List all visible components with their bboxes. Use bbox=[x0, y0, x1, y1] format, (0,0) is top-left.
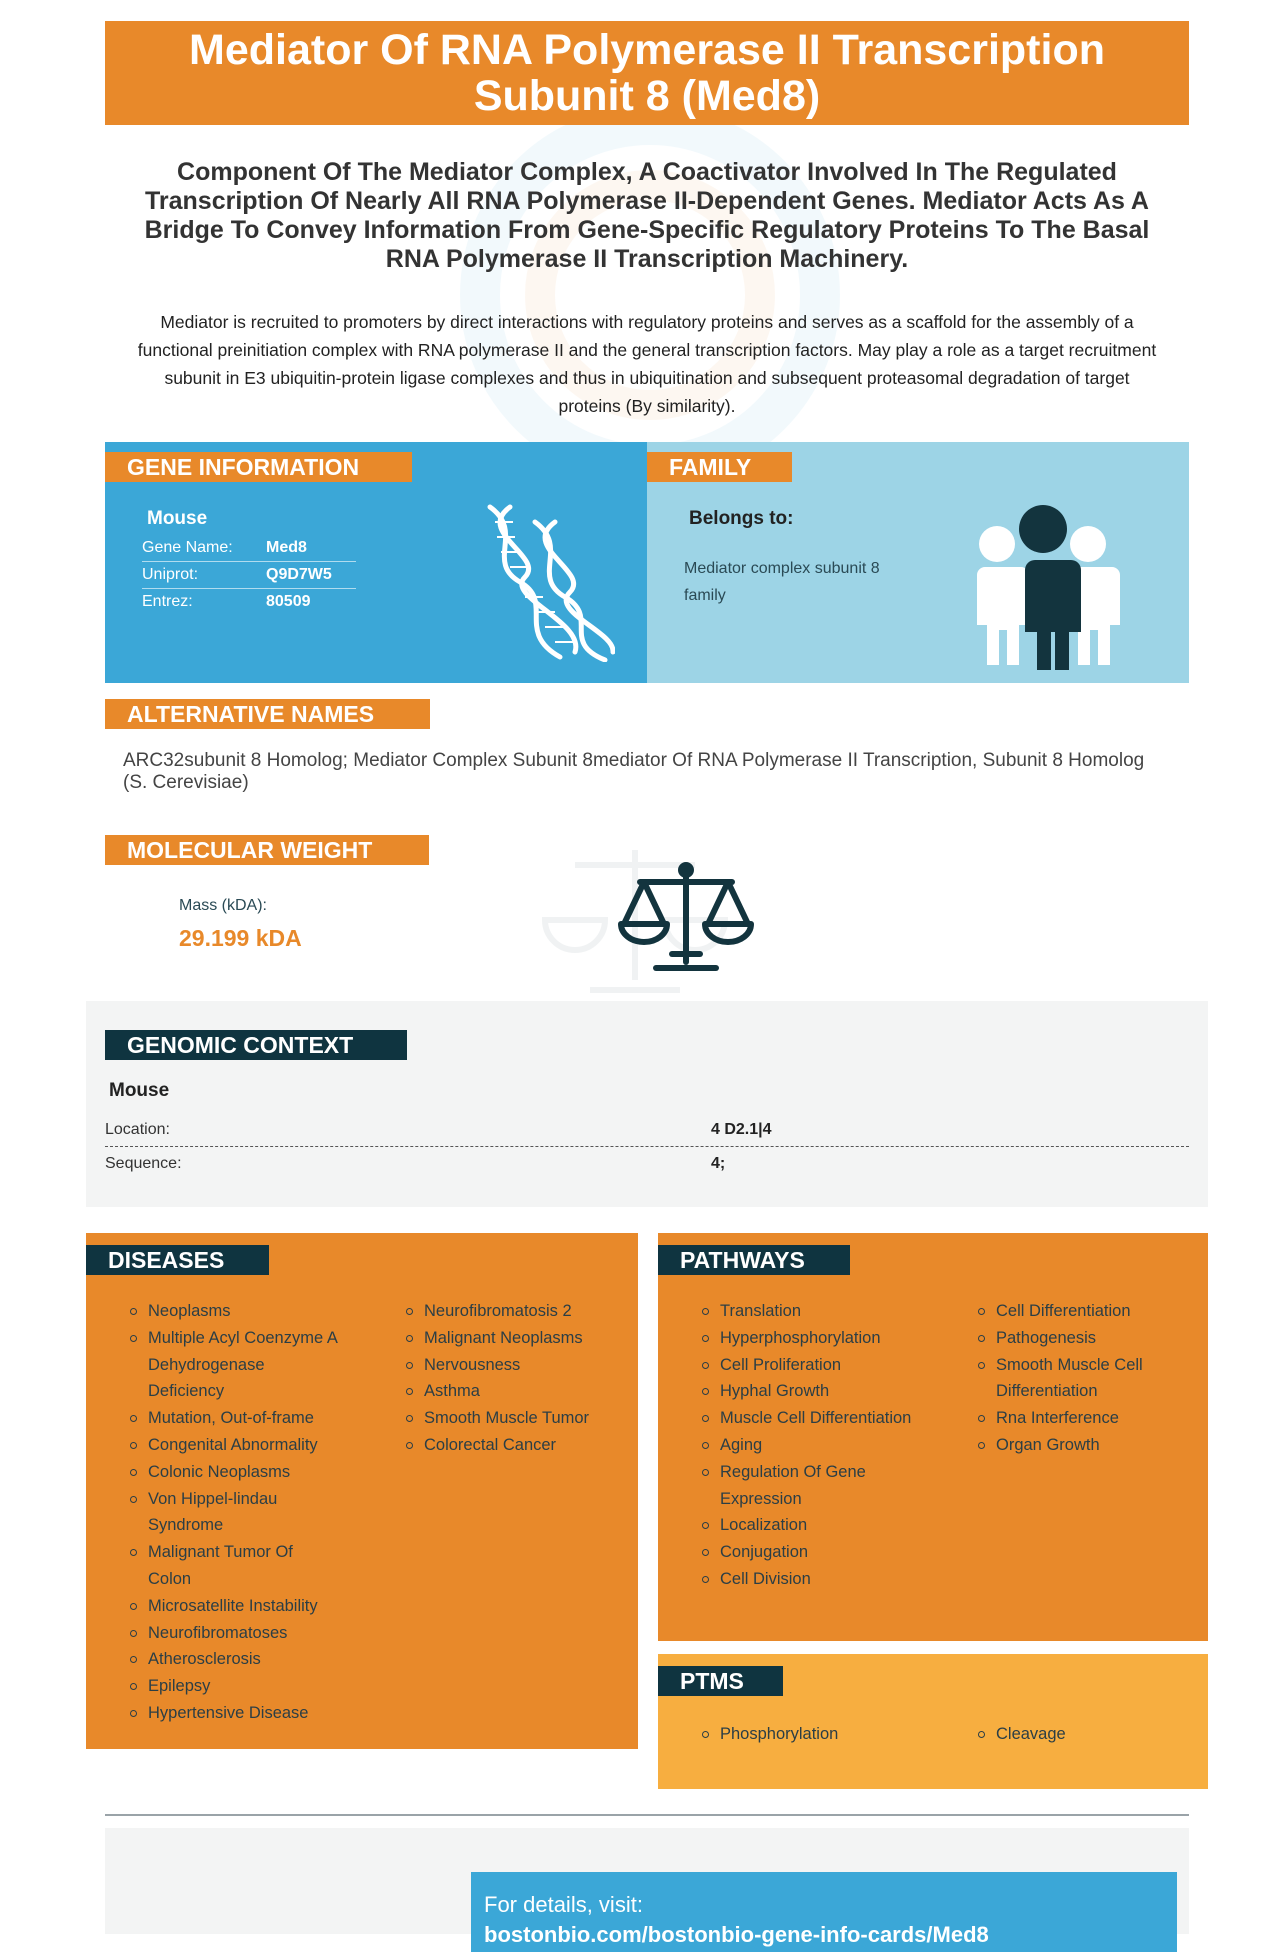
pathways-list-left bbox=[702, 1298, 912, 1593]
sequence-label: Sequence: bbox=[105, 1155, 182, 1172]
mass-value: 29.199 kDA bbox=[179, 925, 302, 951]
disease-item: Neurofibromatosis 2 bbox=[406, 1298, 616, 1325]
disease-item: Neoplasms bbox=[130, 1298, 340, 1325]
pathway-item: Localization bbox=[702, 1512, 912, 1539]
disease-item: Malignant Tumor Of Colon bbox=[130, 1539, 340, 1593]
details-url[interactable]: bostonbio.com/bostonbio-gene-info-cards/Med8 bbox=[484, 1922, 989, 1947]
ptms-heading: PTMS bbox=[658, 1666, 783, 1696]
disease-item: Asthma bbox=[406, 1378, 616, 1405]
alternative-names-text: ARC32subunit 8 Homolog; Mediator Complex Subunit 8mediator Of RNA Polymerase II Transcription, Subunit 8 Homolog (S. Cerevisiae) bbox=[123, 750, 1145, 793]
pathway-item: Translation bbox=[702, 1298, 912, 1325]
family-name: Mediator complex subunit 8 family bbox=[684, 560, 880, 604]
pathway-item: Rna Interference bbox=[978, 1405, 1188, 1432]
ptms-list-right bbox=[978, 1721, 1188, 1748]
molecular-weight-heading: MOLECULAR WEIGHT bbox=[105, 835, 429, 865]
gene-information-heading: GENE INFORMATION bbox=[105, 452, 412, 482]
location-label: Location: bbox=[105, 1121, 170, 1138]
protein-summary: Component Of The Mediator Complex, A Coactivator Involved In The Regulated Transcription Of Nearly All RNA Polymerase II-Dependent Genes. Mediator Acts As A Bridge To Convey Information From Gene-Specific Regulatory Proteins To The Basal RNA Polymerase II Transcription Machinery. bbox=[144, 158, 1150, 273]
gene-name-value: Med8 bbox=[266, 539, 307, 556]
family-panel bbox=[647, 442, 1189, 683]
disease-item: Atherosclerosis bbox=[130, 1646, 340, 1673]
pathways-list-right bbox=[978, 1298, 1188, 1459]
sequence-row bbox=[105, 1147, 1189, 1180]
details-link-box[interactable] bbox=[471, 1872, 1177, 1952]
disease-item: Smooth Muscle Tumor bbox=[406, 1405, 616, 1432]
disease-item: Colorectal Cancer bbox=[406, 1432, 616, 1459]
disease-item: Microsatellite Instability bbox=[130, 1593, 340, 1620]
uniprot-label: Uniprot: bbox=[142, 566, 199, 583]
uniprot-value: Q9D7W5 bbox=[266, 566, 332, 583]
scale-icon bbox=[618, 862, 754, 976]
gene-name-label: Gene Name: bbox=[142, 539, 233, 556]
pathway-item: Conjugation bbox=[702, 1539, 912, 1566]
entrez-row bbox=[142, 588, 356, 615]
mass-label: Mass (kDA): bbox=[179, 897, 267, 914]
uniprot-row bbox=[142, 561, 356, 589]
genomic-species: Mouse bbox=[109, 1080, 170, 1101]
disease-item: Mutation, Out-of-frame bbox=[130, 1405, 340, 1432]
disease-item: Von Hippel-lindau Syndrome bbox=[130, 1486, 340, 1540]
entrez-label: Entrez: bbox=[142, 593, 193, 610]
pathway-item: Smooth Muscle Cell Differentiation bbox=[978, 1352, 1188, 1406]
disease-item: Nervousness bbox=[406, 1352, 616, 1379]
pathway-item: Regulation Of Gene Expression bbox=[702, 1459, 912, 1513]
pathways-heading: PATHWAYS bbox=[658, 1245, 850, 1275]
alternative-names-heading: ALTERNATIVE NAMES bbox=[105, 699, 430, 729]
diseases-list-right bbox=[406, 1298, 616, 1459]
disease-item: Hypertensive Disease bbox=[130, 1700, 340, 1727]
disease-item: Congenital Abnormality bbox=[130, 1432, 340, 1459]
footer bbox=[105, 1828, 1189, 1947]
diseases-list-left bbox=[130, 1298, 340, 1727]
family-belongs-label: Belongs to: bbox=[689, 508, 794, 529]
entrez-value: 80509 bbox=[266, 593, 311, 610]
ptm-item: Cleavage bbox=[978, 1721, 1188, 1748]
pathway-item: Cell Division bbox=[702, 1566, 912, 1593]
pathway-item: Aging bbox=[702, 1432, 912, 1459]
gene-name-row bbox=[142, 534, 356, 562]
pathway-item: Cell Proliferation bbox=[702, 1352, 912, 1379]
diseases-panel bbox=[86, 1233, 638, 1749]
disease-item: Colonic Neoplasms bbox=[130, 1459, 340, 1486]
location-row bbox=[105, 1113, 1189, 1147]
location-value: 4 D2.1|4 bbox=[711, 1121, 772, 1138]
pathway-item: Pathogenesis bbox=[978, 1325, 1188, 1352]
section-divider bbox=[105, 1814, 1189, 1816]
dna-icon bbox=[465, 502, 615, 662]
ptms-list-left bbox=[702, 1721, 912, 1748]
details-label: For details, visit: bbox=[484, 1892, 643, 1917]
disease-item: Malignant Neoplasms bbox=[406, 1325, 616, 1352]
pathway-item: Organ Growth bbox=[978, 1432, 1188, 1459]
pathways-panel bbox=[658, 1233, 1208, 1641]
pathway-item: Hyphal Growth bbox=[702, 1378, 912, 1405]
pathway-item: Cell Differentiation bbox=[978, 1298, 1188, 1325]
family-heading: FAMILY bbox=[647, 452, 792, 482]
diseases-heading: DISEASES bbox=[86, 1245, 269, 1275]
sequence-value: 4; bbox=[711, 1155, 726, 1172]
disease-item: Epilepsy bbox=[130, 1673, 340, 1700]
genomic-context-heading: GENOMIC CONTEXT bbox=[105, 1030, 407, 1060]
pathway-item: Hyperphosphorylation bbox=[702, 1325, 912, 1352]
disease-item: Multiple Acyl Coenzyme A Dehydrogenase Deficiency bbox=[130, 1325, 340, 1405]
ptms-panel bbox=[658, 1654, 1208, 1789]
people-icon bbox=[965, 502, 1120, 672]
genomic-context-panel bbox=[86, 1001, 1208, 1207]
pathway-item: Muscle Cell Differentiation bbox=[702, 1405, 912, 1432]
protein-description: Mediator is recruited to promoters by direct interactions with regulatory proteins and serves as a scaffold for the assembly of a functional preinitiation complex with RNA polymerase II and the general transcription factors. May play a role as a target recruitment subunit in E3 ubiquitin-protein ligase complexes and thus in ubiquitination and subsequent proteasomal degradation of target proteins (By similarity). bbox=[137, 312, 1157, 416]
gene-species: Mouse bbox=[147, 508, 208, 529]
gene-information-panel bbox=[105, 442, 647, 683]
page-title: Mediator Of RNA Polymerase II Transcription Subunit 8 (Med8) bbox=[105, 21, 1189, 125]
disease-item: Neurofibromatoses bbox=[130, 1620, 340, 1647]
ptm-item: Phosphorylation bbox=[702, 1721, 912, 1748]
